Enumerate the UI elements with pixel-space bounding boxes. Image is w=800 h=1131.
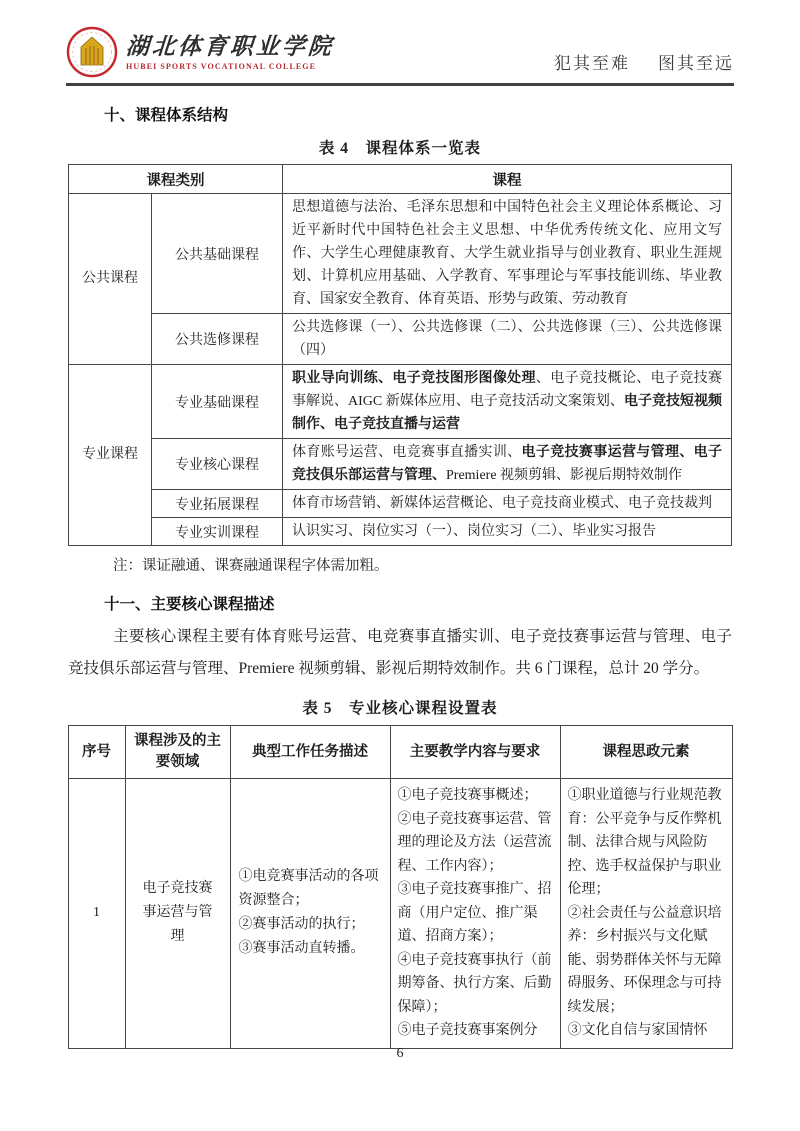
college-name: 湖北体育职业学院	[125, 33, 335, 59]
core-course-paragraph: 主要核心课程主要有体育账号运营、电竞赛事直播实训、电子竞技赛事运营与管理、电子竞技俱乐部运营与管理、Premiere 视频剪辑、影视后期特效制作。共 6 门课程，总计 20 学分。	[68, 628, 732, 677]
column-header-course: 课程	[283, 165, 732, 194]
table-header-row	[69, 165, 732, 194]
course-type-cell: 公共基础课程	[152, 194, 283, 314]
course-list-cell: 思想道德与法治、毛泽东思想和中国特色社会主义理论体系概论、习近平新时代中国特色社会主义思想、中华优秀传统文化、应用文写作、大学生心理健康教育、大学生就业指导与创业教育、职业生涯规划、计算机应用基础、入学教育、军事理论与军事技能训练、毕业教育、国家安全教育、体育英语、形势与政策、劳动教育	[283, 194, 732, 314]
college-name-english: HUBEI SPORTS VOCATIONAL COLLEGE	[126, 62, 317, 72]
table4-caption: 表 4 课程体系一览表	[318, 140, 482, 157]
cell-number: 1	[68, 779, 125, 1049]
college-brand	[66, 26, 334, 78]
column-header-field: 课程涉及的主要领域	[125, 726, 230, 779]
college-motto	[554, 49, 734, 78]
column-header-content: 主要教学内容与要求	[390, 726, 560, 779]
table-header-row	[68, 726, 732, 779]
motto-right: 图其至远	[658, 54, 734, 73]
category-cell-public: 公共课程	[69, 194, 152, 365]
course-list-cell: 公共选修课（一）、公共选修课（二）、公共选修课（三）、公共选修课（四）	[283, 314, 732, 365]
course-type-cell: 专业实训课程	[152, 518, 283, 546]
course-list-cell: 体育市场营销、新媒体运营概论、电子竞技商业模式、电子竞技裁判	[283, 490, 732, 518]
course-system-table	[68, 164, 732, 546]
table-row	[69, 314, 732, 365]
column-header-category: 课程类别	[69, 165, 283, 194]
table-row	[69, 439, 732, 490]
table-row	[69, 194, 732, 314]
section-10-heading: 十、课程体系结构	[104, 107, 229, 124]
course-list-cell: 认识实习、岗位实习（一）、岗位实习（二）、毕业实习报告	[283, 518, 732, 546]
table-row	[69, 365, 732, 439]
course-list-cell: 职业导向训练、电子竞技图形图像处理、电子竞技概论、电子竞技赛事解说、AIGC 新媒体应用、电子竞技活动文案策划、电子竞技短视频制作、电子竞技直播与运营	[283, 365, 732, 439]
course-list-cell: 体育账号运营、电竞赛事直播实训、电子竞技赛事运营与管理、电子竞技俱乐部运营与管理、Premiere 视频剪辑、影视后期特效制作	[283, 439, 732, 490]
course-type-cell: 公共选修课程	[152, 314, 283, 365]
course-type-cell: 专业核心课程	[152, 439, 283, 490]
section-11-heading: 十一、主要核心课程描述	[104, 596, 275, 613]
cell-field: 电子竞技赛事运营与管理	[125, 779, 230, 1049]
table-row	[69, 490, 732, 518]
table5-caption: 表 5 专业核心课程设置表	[302, 700, 498, 717]
college-seal-icon	[66, 26, 118, 78]
page-header	[66, 0, 734, 86]
cell-teaching-content: ①电子竞技赛事概述； ②电子竞技赛事运营、管理的理论及方法（运营流程、工作内容）； ③电子竞技赛事推广、招商（用户定位、推广渠道、招商方案）； ④电子竞技赛事执行（前期筹备、执行方案、后勤保障）； ⑤电子竞技赛事案例分	[390, 779, 560, 1049]
page-number: 6	[396, 1046, 404, 1061]
column-header-number: 序号	[68, 726, 125, 779]
table-row	[68, 779, 732, 1049]
core-course-table	[68, 725, 733, 1049]
cell-ideology-elements: ①职业道德与行业规范教育：公平竞争与反作弊机制、法律合规与风险防控、选手权益保护与职业伦理； ②社会责任与公益意识培养：乡村振兴与文化赋能、弱势群体关怀与无障碍服务、环保理念与可持续发展； ③文化自信与家国情怀	[560, 779, 732, 1049]
category-cell-major: 专业课程	[69, 365, 152, 546]
course-type-cell: 专业基础课程	[152, 365, 283, 439]
column-header-tasks: 典型工作任务描述	[230, 726, 390, 779]
motto-left: 犯其至难	[554, 54, 630, 73]
table-row	[69, 518, 732, 546]
cell-tasks: ①电竞赛事活动的各项资源整合； ②赛事活动的执行； ③赛事活动直转播。	[230, 779, 390, 1049]
course-type-cell: 专业拓展课程	[152, 490, 283, 518]
table4-note: 注：课证融通、课赛融通课程字体需加粗。	[113, 558, 389, 574]
column-header-ideology: 课程思政元素	[560, 726, 732, 779]
